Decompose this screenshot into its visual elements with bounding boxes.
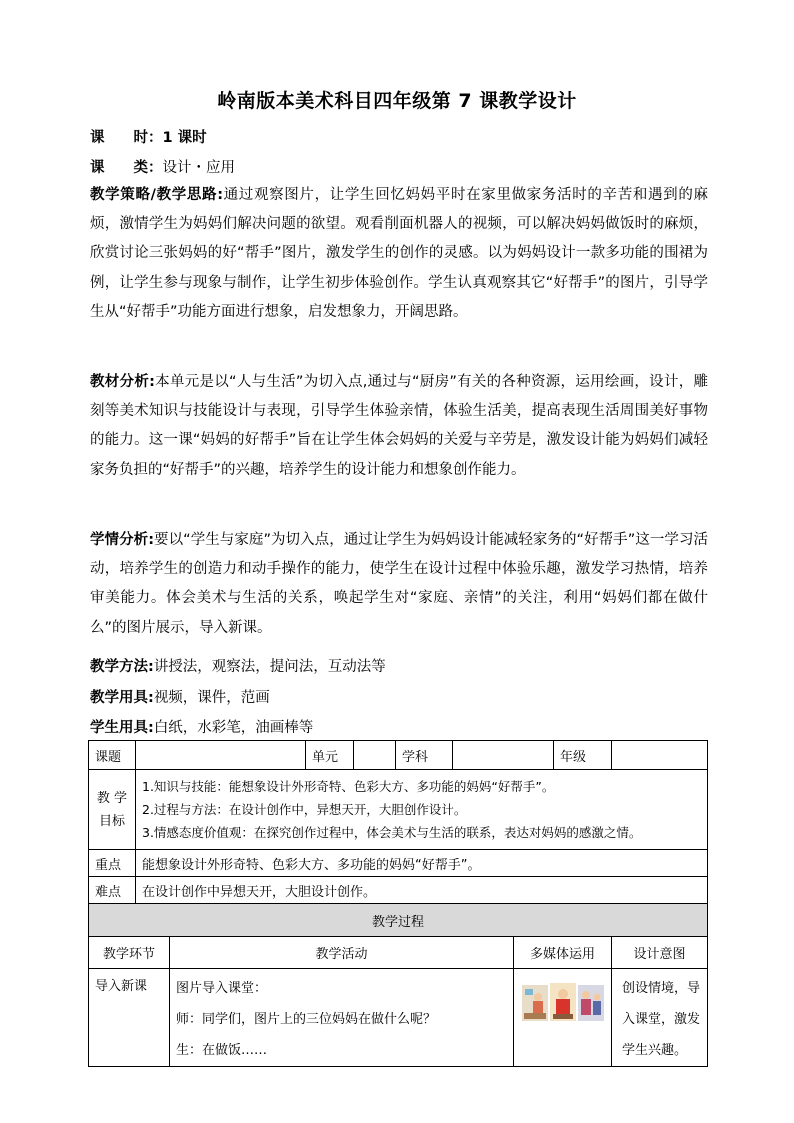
lesson-table	[88, 740, 708, 1067]
activity-line: 师：同学们，图片上的三位妈妈在做什么呢？	[176, 1012, 437, 1027]
cooking-moms-image	[522, 981, 604, 1023]
method-line	[90, 655, 708, 676]
goal-item: 1.知识与技能：能想象设计外形奇特、色彩大方、多功能的妈妈“好帮手”。	[142, 779, 555, 794]
activity-line: 图片导入课堂：	[176, 981, 268, 996]
activity-cell	[170, 969, 514, 1067]
difficulty-text: 在设计创作中异想天开，大胆设计创作。	[136, 877, 708, 904]
hours-line	[90, 126, 708, 147]
media-cell	[514, 969, 612, 1067]
grade-value	[612, 741, 708, 770]
header-activity: 教学活动	[170, 937, 514, 969]
type-line	[90, 156, 708, 177]
tools-label: 教学用具:	[90, 690, 154, 706]
hours-label: 课 时：	[90, 130, 163, 146]
method-text: 讲授法，观察法，提问法，互动法等	[153, 659, 386, 675]
table-row	[89, 969, 708, 1067]
strategy-text: 通过观察图片，让学生回忆妈妈平时在家里做家务活时的辛苦和遇到的麻烦，激情学生为妈妈们解决问题的欲望。观看削面机器人的视频，可以解决妈妈做饭时的麻烦，欣赏讨论三张妈妈的好“帮手”图片，激发学生的创作的灵感。以为妈妈设计一款多功能的围裙为例，让学生参与现象与制作，让学生初步体验创作。学生认真观察其它“好帮手”的图片，引导学生从“好帮手”功能方面进行想象，启发想象力，开阔思路。	[90, 187, 708, 320]
header-media: 多媒体运用	[514, 937, 612, 969]
stage-cell: 导入新课	[89, 969, 170, 1067]
unit-label: 单元	[306, 741, 354, 770]
type-value: 设计・应用	[162, 160, 235, 176]
student-text: 要以“学生与家庭”为切入点，通过让学生为妈妈设计能减轻家务的“好帮手”这一学习活动，培养学生的创造力和动手操作的能力，使学生在设计过程中体验乐趣，激发学习热情，培养审美能力。体会美术与生活的关系，唤起学生对“家庭、亲情”的关注，利用“妈妈们都在做什么”的图片展示，导入新课。	[90, 532, 708, 636]
student-tools-label: 学生用具:	[90, 720, 154, 736]
goal-item: 3.情感态度价值观：在探究创作过程中，体会美术与生活的联系，表达对妈妈的感激之情。	[142, 825, 642, 840]
process-header: 教学过程	[89, 904, 708, 937]
header-intent: 设计意图	[612, 937, 708, 969]
intent-cell: 创设情境，导入课堂，激发学生兴趣。	[612, 969, 708, 1067]
subject-label: 学科	[396, 741, 453, 770]
material-text: 本单元是以“人与生活”为切入点,通过与“厨房”有关的各种资源，运用绘画，设计，雕刻等美术知识与技能设计与表现，引导学生体验亲情，体验生活美，提高表现生活周围美好事物的能力。这一课“妈妈的好帮手”旨在让学生体会妈妈的关爱与辛劳是，激发设计能为妈妈们减轻家务负担的“好帮手”的兴趣，培养学生的设计能力和想象创作能力。	[90, 374, 708, 478]
student-paragraph	[90, 526, 708, 643]
type-label: 课 类：	[90, 160, 163, 176]
material-paragraph	[90, 368, 708, 485]
strategy-label: 教学策略/教学思路:	[90, 187, 223, 203]
goals-cell	[136, 770, 708, 850]
unit-value	[354, 741, 396, 770]
grade-label: 年级	[554, 741, 612, 770]
material-label: 教材分析:	[90, 374, 155, 390]
topic-label: 课题	[89, 741, 136, 770]
topic-value	[136, 741, 306, 770]
method-label: 教学方法:	[90, 659, 154, 675]
difficulty-label: 难点	[89, 877, 136, 904]
goal-item: 2.过程与方法：在设计创作中，异想天开，大胆创作设计。	[142, 802, 467, 817]
student-tools-line	[90, 716, 708, 737]
student-tools-text: 白纸，水彩笔，油画棒等	[153, 720, 314, 736]
strategy-paragraph	[90, 181, 708, 327]
goals-label: 教 学目标	[89, 770, 136, 850]
document-title: 岭南版本美术科目四年级第 7 课教学设计	[217, 90, 577, 112]
tools-line	[90, 686, 708, 707]
activity-line: 生：在做饭……	[176, 1043, 268, 1058]
hours-value: 1 课时	[162, 130, 207, 146]
student-label: 学情分析:	[90, 532, 154, 548]
tools-text: 视频，课件，范画	[153, 690, 270, 706]
key-text: 能想象设计外形奇特、色彩大方、多功能的妈妈“好帮手”。	[136, 850, 708, 877]
key-label: 重点	[89, 850, 136, 877]
subject-value	[453, 741, 554, 770]
header-stage: 教学环节	[89, 937, 170, 969]
